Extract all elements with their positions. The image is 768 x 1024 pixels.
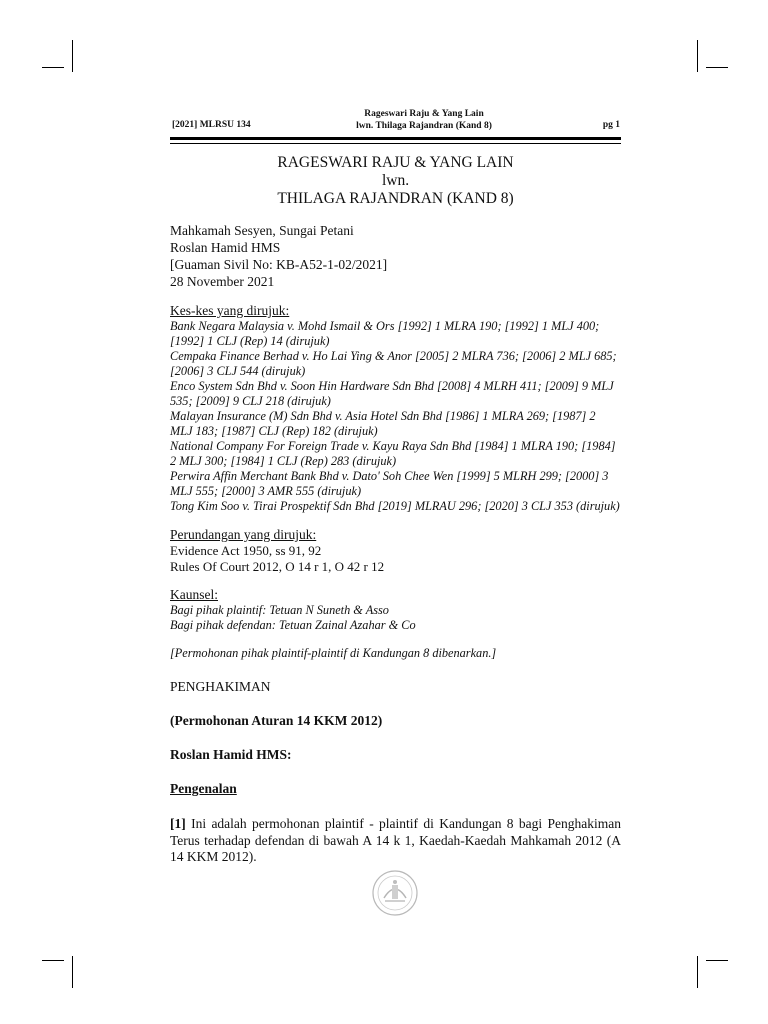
legislation-heading: Perundangan yang dirujuk: <box>170 527 317 542</box>
case-item: Enco System Sdn Bhd v. Soon Hin Hardware Sdn Bhd [2008] 4 MLRH 411; [2009] 9 MLJ 535; [2009] 9 CLJ 218 (dirujuk) <box>170 379 614 408</box>
crop-mark-top-left-h <box>42 67 64 68</box>
judge-heading: Roslan Hamid HMS: <box>170 747 292 762</box>
paragraph-text: Ini adalah permohonan plaintif - plaintif di Kandungan 8 bagi Penghakiman Terus terhadap defendan di bawah A 14 k 1, Kaedah-Kaedah Mahkamah 2012 (A 14 KKM 2012). <box>170 816 621 864</box>
header-page-number: pg 1 <box>602 120 620 130</box>
cases-list <box>170 319 621 514</box>
case-item: Tong Kim Soo v. Tirai Prospektif Sdn Bhd [2019] MLRAU 296; [2020] 3 CLJ 353 (dirujuk) <box>170 499 620 513</box>
case-item: Perwira Affin Merchant Bank Bhd v. Dato' Soh Chee Wen [1999] 5 MLRH 299; [2000] 3 MLJ 555; [2000] 3 AMR 555 (dirujuk) <box>170 469 609 498</box>
judgment-heading: PENGHAKIMAN <box>170 679 271 694</box>
case-title-line3: THILAGA RAJANDRAN (KAND 8) <box>277 190 514 207</box>
header-rule-thin <box>170 143 621 144</box>
counsel-item: Bagi pihak plaintif: Tetuan N Suneth & Asso <box>170 603 389 617</box>
crop-mark-bottom-left-h <box>42 960 64 961</box>
court-details <box>170 222 621 290</box>
case-item: National Company For Foreign Trade v. Kayu Raya Sdn Bhd [1984] 1 MLRA 190; [1984] 2 MLJ 300; [1984] 1 CLJ (Rep) 283 (dirujuk) <box>170 439 616 468</box>
crop-mark-top-right-h <box>706 67 728 68</box>
judgment-date: 28 November 2021 <box>170 274 275 289</box>
counsel-list <box>170 603 621 633</box>
paragraph-1 <box>170 816 621 866</box>
crop-mark-top-left-v <box>72 40 73 72</box>
header-parties-line2: lwn. Thilaga Rajandran (Kand 8) <box>356 121 492 131</box>
court-name: Mahkamah Sesyen, Sungai Petani <box>170 223 354 238</box>
section-heading-introduction: Pengenalan <box>170 781 237 796</box>
suit-number: [Guaman Sivil No: KB-A52-1-02/2021] <box>170 257 388 272</box>
header-parties-line1: Rageswari Raju & Yang Lain <box>364 109 484 119</box>
court-seal-logo <box>370 868 420 918</box>
legislation-list <box>170 543 621 574</box>
judge-name: Roslan Hamid HMS <box>170 240 281 255</box>
crop-mark-bottom-left-v <box>72 956 73 988</box>
header-rule-thick <box>170 137 621 140</box>
outcome-note: [Permohonan pihak plaintif-plaintif di Kandungan 8 dibenarkan.] <box>170 646 497 660</box>
crop-mark-top-right-v <box>697 40 698 72</box>
case-item: Malayan Insurance (M) Sdn Bhd v. Asia Hotel Sdn Bhd [1986] 1 MLRA 269; [1987] 2 MLJ 183; [1987] CLJ (Rep) 182 (dirujuk) <box>170 409 596 438</box>
cases-heading: Kes-kes yang dirujuk: <box>170 303 290 318</box>
legislation-item: Rules Of Court 2012, O 14 r 1, O 42 r 12 <box>170 558 385 574</box>
judgment-subheading: (Permohonan Aturan 14 KKM 2012) <box>170 713 383 728</box>
crop-mark-bottom-right-h <box>706 960 728 961</box>
document-body <box>170 222 621 866</box>
counsel-item: Bagi pihak defendan: Tetuan Zainal Azahar & Co <box>170 618 416 632</box>
case-title <box>170 154 621 208</box>
case-item: Cempaka Finance Berhad v. Ho Lai Ying & Anor [2005] 2 MLRA 736; [2006] 2 MLJ 685; [2006] 3 CLJ 544 (dirujuk) <box>170 349 617 378</box>
case-item: Bank Negara Malaysia v. Mohd Ismail & Ors [1992] 1 MLRA 190; [1992] 1 MLJ 400; [1992] 1 CLJ (Rep) 14 (dirujuk) <box>170 319 600 348</box>
case-title-line2: lwn. <box>381 172 410 189</box>
header-citation: [2021] MLRSU 134 <box>172 120 251 130</box>
counsel-heading: Kaunsel: <box>170 587 218 602</box>
legislation-item: Evidence Act 1950, ss 91, 92 <box>170 543 322 558</box>
crop-mark-bottom-right-v <box>697 956 698 988</box>
paragraph-number: [1] <box>170 816 186 831</box>
header-parties <box>296 108 552 132</box>
case-title-line1: RAGESWARI RAJU & YANG LAIN <box>277 154 514 171</box>
